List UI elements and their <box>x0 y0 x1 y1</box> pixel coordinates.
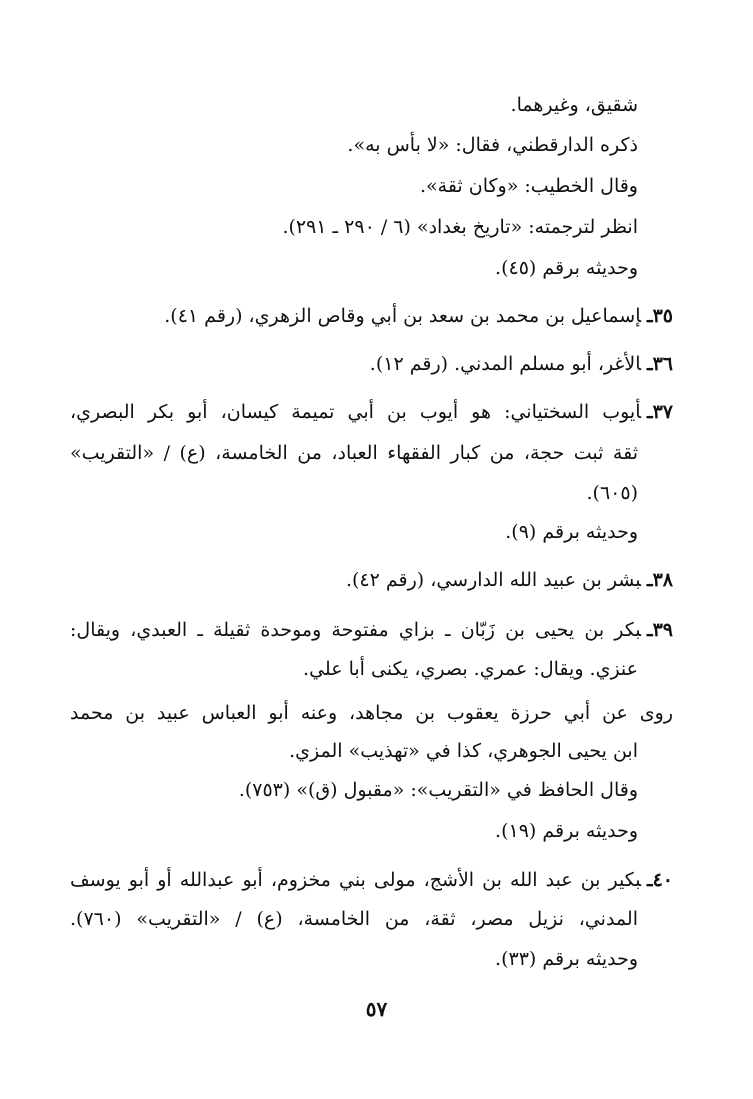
entry-number: ٣٦ـ <box>647 353 673 375</box>
text-line: وحديثه برقم (٤٥). <box>495 257 638 279</box>
text-line: ابن يحيى الجوهري، كذا في «تهذيب» المزي. <box>289 740 638 762</box>
entry-number: ٣٩ـ <box>647 619 673 641</box>
text-line: وقال الحافظ في «التقريب»: «مقبول (ق)» (٧٥٣). <box>238 779 638 801</box>
entry-text: بشر بن عبيد الله الدارسي، (رقم ٤٢). <box>345 569 641 591</box>
entry-38 <box>70 566 673 594</box>
text-line: ذكره الدارقطني، فقال: «لا بأس به». <box>347 134 638 156</box>
text-line: وقال الخطيب: «وكان ثقة». <box>419 175 638 197</box>
entry-number: ٤٠ـ <box>647 869 673 891</box>
text-line: وحديثه برقم (٣٣). <box>495 948 638 970</box>
text-line: ثقة ثبت حجة، من كبار الفقهاء العباد، من الخامسة، (ع) / «التقريب» <box>70 442 638 464</box>
text-line: وحديثه برقم (١٩). <box>495 820 638 842</box>
entry-number: ٣٧ـ <box>647 401 673 423</box>
entry-number: ٣٨ـ <box>647 569 673 591</box>
text-line: شقيق، وغيرهما. <box>510 94 638 116</box>
text-line: انظر لترجمته: «تاريخ بغداد» (٦ / ٢٩٠ ـ ٢٩١). <box>282 216 638 238</box>
text-line: وحديثه برقم (٩). <box>505 521 638 543</box>
entry-text: بكير بن عبد الله بن الأشج، مولى بني مخزوم، أبو عبدالله أو أبو يوسف <box>70 869 641 891</box>
entry-text: الأغر، أبو مسلم المدني. (رقم ١٢). <box>369 353 641 375</box>
entry-text: أيوب السختياني: هو أيوب بن أبي تميمة كيسان، أبو بكر البصري، <box>70 401 641 423</box>
entry-number: ٣٥ـ <box>647 305 673 327</box>
entry-35 <box>70 302 673 330</box>
text-line: روى عن أبي حرزة يعقوب بن مجاهد، وعنه أبو العباس عبيد بن محمد <box>70 702 673 724</box>
entry-40 <box>70 866 673 894</box>
entry-text: إسماعيل بن محمد بن سعد بن أبي وقاص الزهري، (رقم ٤١). <box>164 305 641 327</box>
page-number: ٥٧ <box>365 997 388 1021</box>
entry-39 <box>70 616 673 644</box>
text-line: (٦٠٥). <box>586 482 638 504</box>
entry-37 <box>70 398 673 426</box>
entry-text: بكر بن يحيى بن زَبّان ـ بزاي مفتوحة وموحدة ثقيلة ـ العبدي، ويقال: <box>70 619 641 641</box>
text-line: المدني، نزيل مصر، ثقة، من الخامسة، (ع) / «التقريب» (٧٦٠). <box>70 908 638 930</box>
text-line: عنزي. ويقال: عمري. بصري، يكنى أبا علي. <box>303 658 638 680</box>
entry-36 <box>70 350 673 378</box>
